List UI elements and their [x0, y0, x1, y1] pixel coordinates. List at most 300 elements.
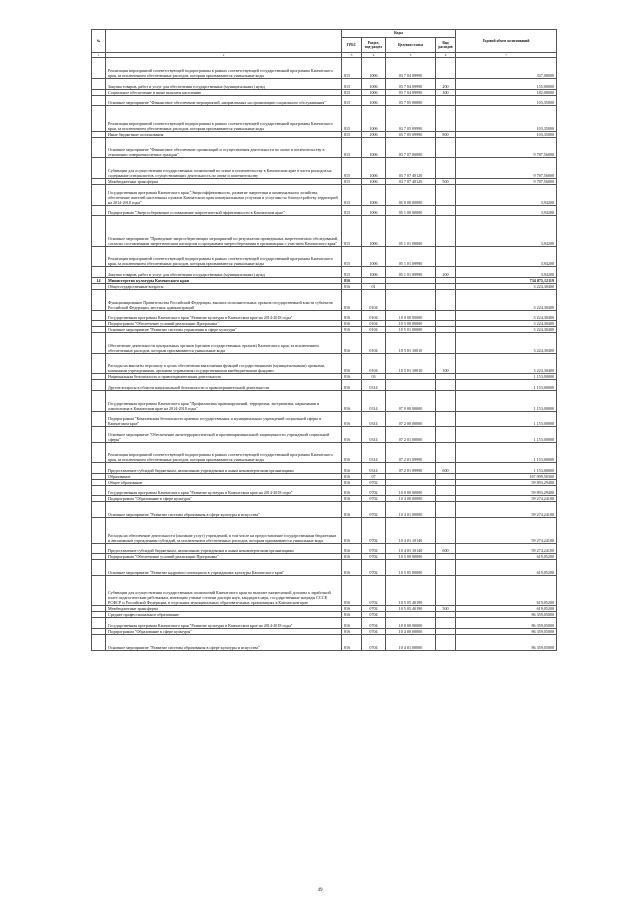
- row-razdel-cell: 0104: [362, 310, 386, 321]
- row-sum-cell: 59 893,29400: [456, 485, 557, 496]
- row-razdel-cell: 0702: [362, 560, 386, 576]
- row-vr-cell: 200: [436, 79, 456, 90]
- row-sum-cell: 1 153,00000: [456, 380, 557, 391]
- row-grbs-cell: 816: [342, 543, 362, 554]
- row-name-cell: Предоставление субсидий бюджетным, автономным учреждениям и иным некоммерческим организациям: [106, 463, 342, 474]
- row-number-cell: [92, 560, 106, 576]
- row-number-cell: [92, 137, 106, 158]
- table-row: [92, 79, 557, 90]
- table-row: [92, 310, 557, 321]
- row-sum-cell: 86 359,05000: [456, 612, 557, 618]
- row-sum-cell: 103,35000: [456, 95, 557, 106]
- row-csr-cell: 05 0 00 00000: [386, 184, 436, 205]
- row-vr-cell: [436, 216, 456, 247]
- row-razdel-cell: 1006: [362, 95, 386, 106]
- row-csr-cell: 10 5 01 10010: [386, 353, 436, 374]
- row-razdel-cell: 1006: [362, 137, 386, 158]
- row-csr-cell: 03 7 05 09990: [386, 106, 436, 132]
- row-razdel-cell: 0702: [362, 518, 386, 544]
- row-number-cell: [92, 216, 106, 247]
- row-number-cell: [92, 184, 106, 205]
- row-grbs-cell: 815: [342, 58, 362, 79]
- row-csr-cell: 05 1 01 09990: [386, 267, 436, 278]
- row-vr-cell: [436, 427, 456, 443]
- row-name-cell: Расходы на выплаты персоналу в целях обеспечения выполнения функций государственными (муниципальными) органами, казенными учреждениями, органами управления государственными внебюджетными фондами: [106, 353, 342, 374]
- row-sum-cell: 3 224,30400: [456, 283, 557, 289]
- row-csr-cell: 10 4 01 10140: [386, 543, 436, 554]
- row-name-cell: Закупка товаров, работ и услуг для обеспечения государственных (муниципальных) нужд: [106, 79, 342, 90]
- row-razdel-cell: 0702: [362, 496, 386, 502]
- row-name-cell: Субвенции для осуществления государственных полномочий по опеке и попечительству в Камчатском крае в части расходов на содержание специалистов, осуществляющих деятельность по опеке и попечительству: [106, 158, 342, 179]
- row-grbs-cell: 816: [342, 277, 362, 283]
- row-number-cell: [92, 158, 106, 179]
- row-name-cell: Основное мероприятие "Финансовое обеспечение мероприятий, направленных на организацию социального обслуживания": [106, 95, 342, 106]
- row-sum-cell: 86 359,05000: [456, 618, 557, 629]
- row-grbs-cell: 816: [342, 310, 362, 321]
- column-number: 6: [436, 53, 456, 58]
- row-csr-cell: 07 2 00 00000: [386, 411, 436, 427]
- row-name-cell: Реализация мероприятий соответствующей подпрограммы в рамках соответствующей государственной программы Камчатского края, за исключением обеспеченных расходов, которым присваиваются уникальные коды: [106, 246, 342, 267]
- row-razdel-cell: 0104: [362, 333, 386, 354]
- row-razdel-cell: 1006: [362, 205, 386, 216]
- row-sum-cell: 103,35000: [456, 106, 557, 132]
- table-row: [92, 216, 557, 247]
- row-name-cell: Подпрограмма "Образование в сфере культуры": [106, 496, 342, 502]
- row-grbs-cell: 816: [342, 473, 362, 479]
- row-csr-cell: 10 4 00 00000: [386, 496, 436, 502]
- row-grbs-cell: 815: [342, 95, 362, 106]
- row-sum-cell: 619,05200: [456, 575, 557, 606]
- row-name-cell: Реализация мероприятий соответствующей подпрограммы в рамках соответствующей государственной программы Камчатского края, за исключением обеспеченных расходов, которым присваиваются уникальные коды: [106, 58, 342, 79]
- row-razdel-cell: 0704: [362, 612, 386, 618]
- table-row: [92, 635, 557, 651]
- row-number-cell: [92, 333, 106, 354]
- row-razdel-cell: 0702: [362, 502, 386, 518]
- row-csr-cell: 07 2 01 09990: [386, 442, 436, 463]
- row-sum-cell: 155,00000: [456, 79, 557, 90]
- row-sum-cell: 619,05200: [456, 554, 557, 560]
- row-csr-cell: 07 0 00 00000: [386, 390, 436, 411]
- row-razdel-cell: 0702: [362, 485, 386, 496]
- row-csr-cell: 10 5 01 10010: [386, 333, 436, 354]
- row-grbs-cell: 816: [342, 321, 362, 327]
- row-name-cell: Межбюджетные трансферты: [106, 178, 342, 184]
- row-name-cell: Основное мероприятие "Развитие кадрового потенциала в учреждениях культуры Камчатского края": [106, 560, 342, 576]
- row-razdel-cell: 1006: [362, 58, 386, 79]
- row-grbs-cell: 816: [342, 283, 362, 289]
- row-vr-cell: [436, 502, 456, 518]
- row-vr-cell: 100: [436, 353, 456, 374]
- row-grbs-cell: 815: [342, 246, 362, 267]
- row-number-cell: [92, 205, 106, 216]
- row-vr-cell: [436, 575, 456, 606]
- table-header: [92, 30, 557, 58]
- row-name-cell: Подпрограмма "Энергосбережение и повышение энергетической эффективности в Камчатском крае": [106, 205, 342, 216]
- row-grbs-cell: 816: [342, 411, 362, 427]
- row-grbs-cell: 816: [342, 333, 362, 354]
- row-razdel-cell: 0704: [362, 618, 386, 629]
- table-row: [92, 427, 557, 443]
- row-sum-cell: 1 153,00000: [456, 442, 557, 463]
- row-csr-cell: 03 7 07 40120: [386, 158, 436, 179]
- header-csr: Целевая статья: [386, 38, 436, 53]
- row-csr-cell: 03 7 05 09990: [386, 131, 436, 137]
- row-name-cell: Основное мероприятие "Развитие системы образования в сфере культуры и искусства": [106, 635, 342, 651]
- header-name: [106, 30, 342, 53]
- table-row: [92, 442, 557, 463]
- column-number: 4: [362, 53, 386, 58]
- row-sum-cell: 9 787,56000: [456, 178, 557, 184]
- row-vr-cell: [436, 618, 456, 629]
- row-name-cell: Государственная программа Камчатского края "Энергоэффективность, развитие энергетики и коммунального хозяйства, обеспечение жителей населенных пунктов Камчатского края коммунальными услугами и услугами по благоустройству территорий на 2014-2018 годы": [106, 184, 342, 205]
- row-sum-cell: 337,08000: [456, 58, 557, 79]
- row-vr-cell: [436, 485, 456, 496]
- row-grbs-cell: 816: [342, 502, 362, 518]
- row-vr-cell: [436, 289, 456, 310]
- row-name-cell: Расходы на обеспечение деятельности (оказание услуг) учреждений, в том числе на предоставление государственным бюджетным и автономным учреждениям субсидий, за исключением обеспеченных расходов, которым присваиваются уникальные коды: [106, 518, 342, 544]
- row-csr-cell: [386, 289, 436, 310]
- row-number-cell: [92, 427, 106, 443]
- row-name-cell: Основное мероприятие "Развитие системы образования в сфере культуры и искусства": [106, 502, 342, 518]
- row-name-cell: Подпрограмма "Образование в сфере культуры": [106, 629, 342, 635]
- row-grbs-cell: 816: [342, 485, 362, 496]
- row-vr-cell: [436, 95, 456, 106]
- row-number-cell: [92, 463, 106, 474]
- row-razdel-cell: 1006: [362, 267, 386, 278]
- row-razdel-cell: 0702: [362, 479, 386, 485]
- table-row: [92, 246, 557, 267]
- row-razdel-cell: 0314: [362, 411, 386, 427]
- row-csr-cell: 03 7 04 09990: [386, 79, 436, 90]
- row-csr-cell: 10 0 00 00000: [386, 485, 436, 496]
- row-name-cell: Другие вопросы в области национальной безопасности и правоохранительной деятельности: [106, 380, 342, 391]
- table-row: [92, 618, 557, 629]
- row-grbs-cell: 815: [342, 184, 362, 205]
- row-number-cell: [92, 635, 106, 651]
- page-number: 49: [317, 888, 323, 893]
- row-name-cell: Национальная безопасность и правоохранительная деятельность: [106, 374, 342, 380]
- row-razdel-cell: 0702: [362, 606, 386, 612]
- table-row: [92, 390, 557, 411]
- table-row: [92, 205, 557, 216]
- row-vr-cell: [436, 137, 456, 158]
- row-razdel-cell: 1006: [362, 246, 386, 267]
- row-name-cell: Основное мероприятие "Обеспечение антитеррористической и противокриминальной защищенности учреждений социальной сферы": [106, 427, 342, 443]
- row-number-cell: [92, 518, 106, 544]
- row-razdel-cell: 1006: [362, 178, 386, 184]
- row-sum-cell: 1 153,00000: [456, 374, 557, 380]
- row-number-cell: 14: [92, 277, 106, 283]
- row-sum-cell: 3 224,30400: [456, 333, 557, 354]
- row-grbs-cell: 815: [342, 267, 362, 278]
- row-name-cell: Реализация мероприятий соответствующей подпрограммы в рамках соответствующей государственной программы Камчатского края, за исключением обеспеченных расходов, которым присваиваются уникальные коды: [106, 442, 342, 463]
- row-sum-cell: 3 224,30400: [456, 310, 557, 321]
- row-grbs-cell: 816: [342, 554, 362, 560]
- row-razdel-cell: 1006: [362, 184, 386, 205]
- row-name-cell: Подпрограмма "Обеспечение условий реализации Программы": [106, 321, 342, 327]
- table-row: [92, 137, 557, 158]
- row-number-cell: [92, 267, 106, 278]
- row-csr-cell: 05 1 01 00000: [386, 216, 436, 247]
- row-name-cell: Обеспечение деятельности центральных органов (органов государственных органов) Камчатского края, за исключением обеспеченных расходов, которым присваиваются уникальные коды: [106, 333, 342, 354]
- header-sum: Годовой объем ассигнований: [456, 30, 557, 53]
- row-vr-cell: [436, 518, 456, 544]
- row-number-cell: [92, 485, 106, 496]
- row-razdel-cell: 1006: [362, 89, 386, 95]
- row-number-cell: [92, 442, 106, 463]
- row-csr-cell: 10 4 01 00000: [386, 635, 436, 651]
- row-number-cell: [92, 411, 106, 427]
- row-vr-cell: [436, 390, 456, 411]
- row-sum-cell: 9 787,56000: [456, 137, 557, 158]
- row-name-cell: Иные бюджетные ассигнования: [106, 131, 342, 137]
- row-csr-cell: 10 5 01 00000: [386, 327, 436, 333]
- row-vr-cell: 500: [436, 606, 456, 612]
- row-number-cell: [92, 618, 106, 629]
- row-vr-cell: [436, 333, 456, 354]
- row-number-cell: [92, 246, 106, 267]
- row-vr-cell: [436, 310, 456, 321]
- row-csr-cell: 07 2 01 00000: [386, 427, 436, 443]
- row-name-cell: Реализация мероприятий соответствующей подпрограммы в рамках соответствующей государственной программы Камчатского края, за исключением обеспеченных расходов, которым присваиваются уникальные коды: [106, 106, 342, 132]
- budget-table: [91, 29, 557, 651]
- column-number: 7: [456, 53, 557, 58]
- row-csr-cell: 10 0 00 00000: [386, 310, 436, 321]
- row-grbs-cell: 816: [342, 518, 362, 544]
- row-csr-cell: 10 5 05 00000: [386, 560, 436, 576]
- row-name-cell: Межбюджетные трансферты: [106, 606, 342, 612]
- row-name-cell: Государственная программа Камчатского края "Развитие культуры в Камчатском крае на 2014-2018 годы": [106, 310, 342, 321]
- row-sum-cell: 9 787,56000: [456, 158, 557, 179]
- row-sum-cell: 3 224,30400: [456, 327, 557, 333]
- row-name-cell: Государственная программа Камчатского края "Профилактика правонарушений, терроризма, экстремизма, наркомании и алкоголизма в Камчатском крае на 2014-2018 годы": [106, 390, 342, 411]
- row-sum-cell: 103,35000: [456, 131, 557, 137]
- row-sum-cell: 1 153,00000: [456, 411, 557, 427]
- row-grbs-cell: 816: [342, 606, 362, 612]
- table-row: [92, 543, 557, 554]
- row-sum-cell: 3,94200: [456, 184, 557, 205]
- row-grbs-cell: 816: [342, 635, 362, 651]
- row-name-cell: Подпрограмма "Комплексная безопасность краевых государственных и муниципальных учреждений социальной сферы в Камчатском крае": [106, 411, 342, 427]
- table-row: [92, 158, 557, 179]
- table-row: [92, 353, 557, 374]
- row-grbs-cell: 816: [342, 374, 362, 380]
- budget-table-sheet: [91, 29, 556, 651]
- row-number-cell: [92, 380, 106, 391]
- row-razdel-cell: 03: [362, 374, 386, 380]
- row-grbs-cell: 816: [342, 353, 362, 374]
- header-grbs: ГРБС: [342, 38, 362, 53]
- row-grbs-cell: 816: [342, 390, 362, 411]
- row-vr-cell: [436, 442, 456, 463]
- table-row: [92, 380, 557, 391]
- row-name-cell: Основное мероприятие "Проведение энергосберегающих мероприятий по результатам проведенных энергетических обследований, согласно составленным энергетическим паспортам и программам энергосбережения в организациях с участием Камчатского края": [106, 216, 342, 247]
- table-row: [92, 184, 557, 205]
- row-sum-cell: 619,05200: [456, 560, 557, 576]
- row-vr-cell: [436, 635, 456, 651]
- row-grbs-cell: 815: [342, 158, 362, 179]
- table-row: [92, 95, 557, 106]
- row-vr-cell: 600: [436, 463, 456, 474]
- row-razdel-cell: 1006: [362, 216, 386, 247]
- table-row: [92, 463, 557, 474]
- table-row: [92, 58, 557, 79]
- row-sum-cell: 3,94200: [456, 205, 557, 216]
- table-row: [92, 518, 557, 544]
- row-csr-cell: 03 7 07 00000: [386, 137, 436, 158]
- row-grbs-cell: 815: [342, 79, 362, 90]
- row-number-cell: [92, 502, 106, 518]
- header-codes-group: Коды: [342, 30, 456, 38]
- row-csr-cell: 10 5 00 00000: [386, 554, 436, 560]
- row-razdel-cell: 0314: [362, 380, 386, 391]
- row-vr-cell: 300: [436, 89, 456, 95]
- row-grbs-cell: 816: [342, 327, 362, 333]
- row-razdel-cell: 0314: [362, 442, 386, 463]
- row-razdel-cell: 0704: [362, 635, 386, 651]
- row-sum-cell: 59 274,24100: [456, 502, 557, 518]
- row-grbs-cell: 815: [342, 89, 362, 95]
- row-number-cell: [92, 575, 106, 606]
- row-number-cell: [92, 390, 106, 411]
- row-name-cell: Основное мероприятие "Развитие системы управления в сфере культуры": [106, 327, 342, 333]
- row-vr-cell: [436, 205, 456, 216]
- row-razdel-cell: 01: [362, 283, 386, 289]
- row-razdel-cell: 1006: [362, 106, 386, 132]
- row-number-cell: [92, 79, 106, 90]
- row-name-cell: Образование: [106, 473, 342, 479]
- row-name-cell: Социальное обеспечение и иные выплаты населению: [106, 89, 342, 95]
- row-name-cell: Подпрограмма "Обеспечение условий реализации Программы": [106, 554, 342, 560]
- row-csr-cell: 03 7 07 40120: [386, 178, 436, 184]
- row-vr-cell: 200: [436, 267, 456, 278]
- row-csr-cell: 10 5 05 40190: [386, 606, 436, 612]
- row-csr-cell: 03 7 04 09990: [386, 58, 436, 79]
- row-name-cell: Предоставление субсидий бюджетным, автономным учреждениям и иным некоммерческим организациям: [106, 543, 342, 554]
- row-sum-cell: 1 153,00000: [456, 463, 557, 474]
- row-sum-cell: 59 274,24100: [456, 518, 557, 544]
- row-csr-cell: 10 4 00 00000: [386, 629, 436, 635]
- header-razdel: Раздел, под-раздел: [362, 38, 386, 53]
- row-razdel-cell: 0104: [362, 327, 386, 333]
- row-number-cell: [92, 310, 106, 321]
- row-sum-cell: 59 274,24100: [456, 543, 557, 554]
- row-csr-cell: 05 1 01 09990: [386, 246, 436, 267]
- row-sum-cell: 1 153,00000: [456, 390, 557, 411]
- row-number-cell: [92, 95, 106, 106]
- row-grbs-cell: 815: [342, 137, 362, 158]
- row-vr-cell: 500: [436, 178, 456, 184]
- row-sum-cell: 3,94200: [456, 216, 557, 247]
- row-grbs-cell: 816: [342, 380, 362, 391]
- row-vr-cell: [436, 58, 456, 79]
- table-row: [92, 289, 557, 310]
- row-vr-cell: [436, 411, 456, 427]
- row-sum-cell: 3,94200: [456, 246, 557, 267]
- row-name-cell: Основное мероприятие "Финансовое обеспечение организаций и осуществления деятельности по опеке и попечительству в отношении совершеннолетних граждан": [106, 137, 342, 158]
- row-sum-cell: 3 224,30400: [456, 321, 557, 327]
- row-razdel-cell: 0104: [362, 353, 386, 374]
- row-name-cell: Функционирование Правительства Российской Федерации, высших исполнительных органов государственной власти субъектов Российской Федерации, местных администраций: [106, 289, 342, 310]
- table-row: [92, 560, 557, 576]
- table-row: [92, 411, 557, 427]
- row-name-cell: Министерство культуры Камчатского края: [106, 277, 342, 283]
- row-grbs-cell: 816: [342, 427, 362, 443]
- row-vr-cell: [436, 246, 456, 267]
- row-csr-cell: 10 5 00 00000: [386, 321, 436, 327]
- row-sum-cell: 619,05200: [456, 606, 557, 612]
- table-row: [92, 575, 557, 606]
- row-grbs-cell: 816: [342, 479, 362, 485]
- row-vr-cell: [436, 184, 456, 205]
- row-name-cell: Общегосударственные вопросы: [106, 283, 342, 289]
- column-number: 5: [386, 53, 436, 58]
- row-name-cell: Общее образование: [106, 479, 342, 485]
- row-razdel-cell: 1006: [362, 158, 386, 179]
- row-grbs-cell: 815: [342, 205, 362, 216]
- row-csr-cell: 10 4 01 10140: [386, 518, 436, 544]
- row-csr-cell: 07 2 01 09990: [386, 463, 436, 474]
- row-grbs-cell: 815: [342, 216, 362, 247]
- row-csr-cell: 10 0 00 00000: [386, 618, 436, 629]
- row-razdel-cell: 0314: [362, 390, 386, 411]
- row-name-cell: Закупка товаров, работ и услуг для обеспечения государственных (муниципальных) нужд: [106, 267, 342, 278]
- row-sum-cell: 59 274,24100: [456, 496, 557, 502]
- row-vr-cell: [436, 560, 456, 576]
- row-csr-cell: 03 7 04 09990: [386, 89, 436, 95]
- row-razdel-cell: 0702: [362, 575, 386, 606]
- row-csr-cell: [386, 380, 436, 391]
- column-number: 2: [106, 53, 342, 58]
- row-grbs-cell: 816: [342, 289, 362, 310]
- table-row: [92, 267, 557, 278]
- row-vr-cell: [436, 158, 456, 179]
- row-sum-cell: 167 099,50300: [456, 473, 557, 479]
- column-number: 1: [92, 53, 106, 58]
- column-number: 3: [342, 53, 362, 58]
- row-grbs-cell: 815: [342, 131, 362, 137]
- row-grbs-cell: 816: [342, 496, 362, 502]
- row-vr-cell: [436, 106, 456, 132]
- row-sum-cell: 3 224,30400: [456, 289, 557, 310]
- row-name-cell: Государственная программа Камчатского края "Развитие культуры в Камчатском крае на 2014-2018 годы": [106, 485, 342, 496]
- table-row: [92, 106, 557, 132]
- row-csr-cell: 05 1 00 00000: [386, 205, 436, 216]
- table-row: [92, 502, 557, 518]
- row-sum-cell: 3,94200: [456, 267, 557, 278]
- row-razdel-cell: 0702: [362, 543, 386, 554]
- row-number-cell: [92, 58, 106, 79]
- row-sum-cell: 734 075,12119: [456, 277, 557, 283]
- row-sum-cell: 86 359,05000: [456, 629, 557, 635]
- row-grbs-cell: 816: [342, 560, 362, 576]
- row-name-cell: Среднее профессиональное образование: [106, 612, 342, 618]
- row-grbs-cell: 816: [342, 442, 362, 463]
- table-row: [92, 485, 557, 496]
- row-csr-cell: 03 7 05 00000: [386, 95, 436, 106]
- row-number-cell: [92, 543, 106, 554]
- row-name-cell: Государственная программа Камчатского края "Развитие культуры в Камчатском крае на 2014-2018 годы": [106, 618, 342, 629]
- row-csr-cell: 10 5 05 40190: [386, 575, 436, 606]
- row-sum-cell: 1 153,00000: [456, 427, 557, 443]
- row-number-cell: [92, 106, 106, 132]
- row-razdel-cell: 0314: [362, 427, 386, 443]
- row-razdel-cell: 0104: [362, 321, 386, 327]
- row-vr-cell: [436, 380, 456, 391]
- row-razdel-cell: 1006: [362, 131, 386, 137]
- row-sum-cell: 86 359,05000: [456, 635, 557, 651]
- row-grbs-cell: 816: [342, 618, 362, 629]
